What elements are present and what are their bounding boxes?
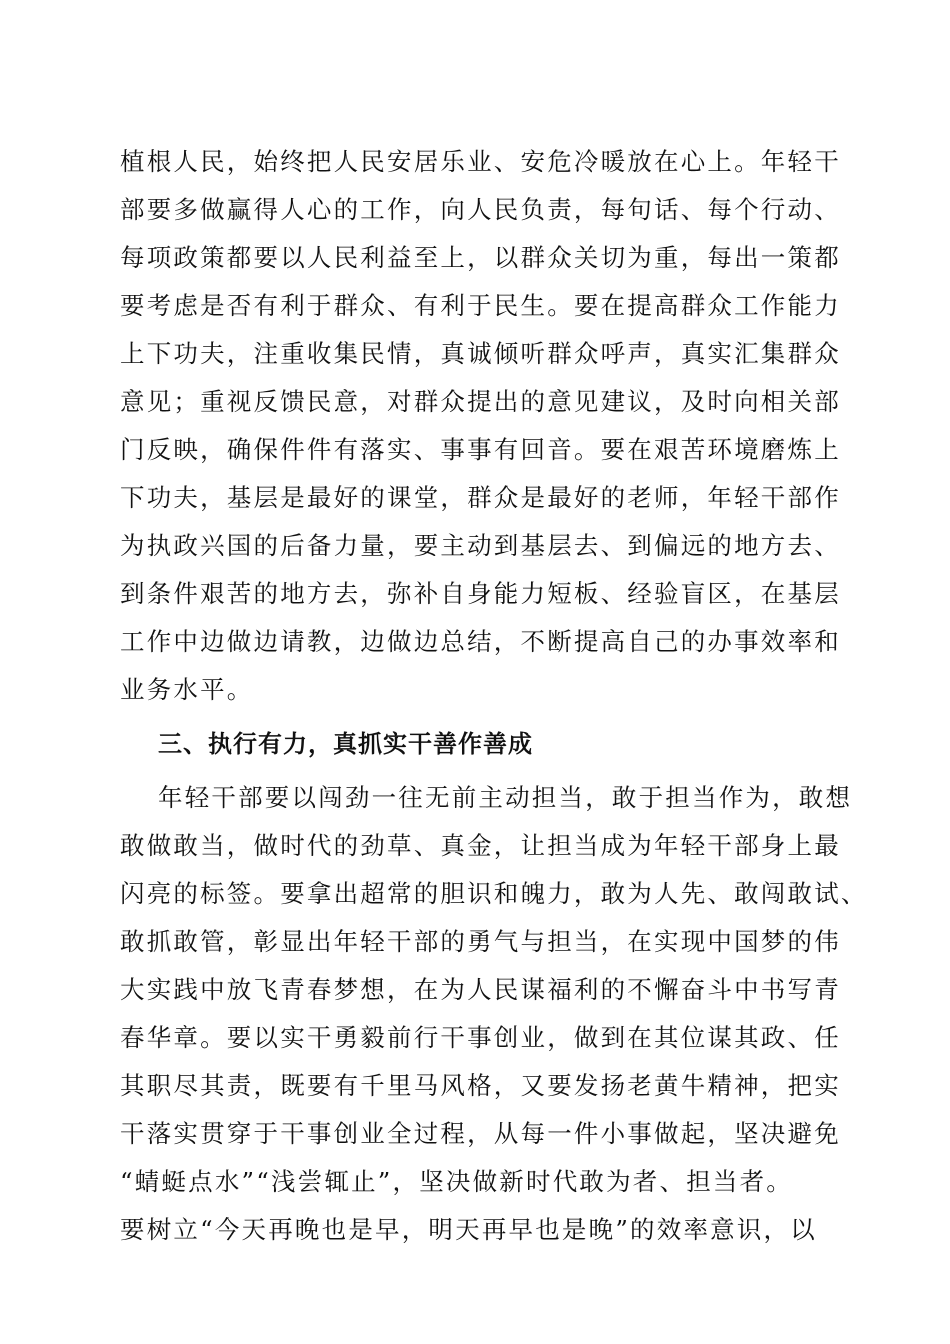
body-text-line: 要考虑是否有利于群众、有利于民生。要在提高群众工作能力 xyxy=(120,291,841,320)
body-text-line: 门反映，确保件件有落实、事事有回音。要在艰苦环境磨炼上 xyxy=(120,435,841,464)
body-text-line: 其职尽其责，既要有千里马风格，又要发扬老黄牛精神，把实 xyxy=(120,1071,841,1100)
body-text-line: 业务水平。 xyxy=(120,675,254,704)
body-text-line: 敢抓敢管，彰显出年轻干部的勇气与担当，在实现中国梦的伟 xyxy=(120,927,841,956)
body-text-line: 要树立“今天再晚也是早，明天再早也是晚”的效率意识，以 xyxy=(120,1215,817,1244)
body-text-line: 大实践中放飞青春梦想，在为人民谋福利的不懈奋斗中书写青 xyxy=(120,975,841,1004)
body-text-line: 工作中边做边请教，边做边总结，不断提高自己的办事效率和 xyxy=(120,627,841,656)
body-text-line: 部要多做赢得人心的工作，向人民负责，每句话、每个行动、 xyxy=(120,195,841,224)
body-text-line: 春华章。要以实干勇毅前行干事创业，做到在其位谋其政、任 xyxy=(120,1023,841,1052)
body-text-line: “蜻蜓点水”“浅尝辄止”，坚决做新时代敢为者、担当者。 xyxy=(120,1167,793,1196)
body-text-line: 闪亮的标签。要拿出超常的胆识和魄力，敢为人先、敢闯敢试、 xyxy=(120,879,868,908)
body-text-line: 干落实贯穿于干事创业全过程，从每一件小事做起，坚决避免 xyxy=(120,1119,841,1148)
section-heading: 三、执行有力，真抓实干善作善成 xyxy=(158,730,533,758)
body-text-line: 到条件艰苦的地方去，弥补自身能力短板、经验盲区，在基层 xyxy=(120,579,841,608)
body-text-line: 敢做敢当，做时代的劲草、真金，让担当成为年轻干部身上最 xyxy=(120,831,841,860)
body-text-line: 年轻干部要以闯劲一往无前主动担当，敢于担当作为，敢想 xyxy=(158,783,853,812)
body-text-line: 植根人民，始终把人民安居乐业、安危冷暖放在心上。年轻干 xyxy=(120,147,841,176)
body-text-line: 下功夫，基层是最好的课堂，群众是最好的老师，年轻干部作 xyxy=(120,483,841,512)
body-text-line: 意见；重视反馈民意，对群众提出的意见建议，及时向相关部 xyxy=(120,387,841,416)
body-text-line: 上下功夫，注重收集民情，真诚倾听群众呼声，真实汇集群众 xyxy=(120,339,841,368)
body-text-line: 每项政策都要以人民利益至上，以群众关切为重，每出一策都 xyxy=(120,243,841,272)
body-text-line: 为执政兴国的后备力量，要主动到基层去、到偏远的地方去、 xyxy=(120,531,841,560)
